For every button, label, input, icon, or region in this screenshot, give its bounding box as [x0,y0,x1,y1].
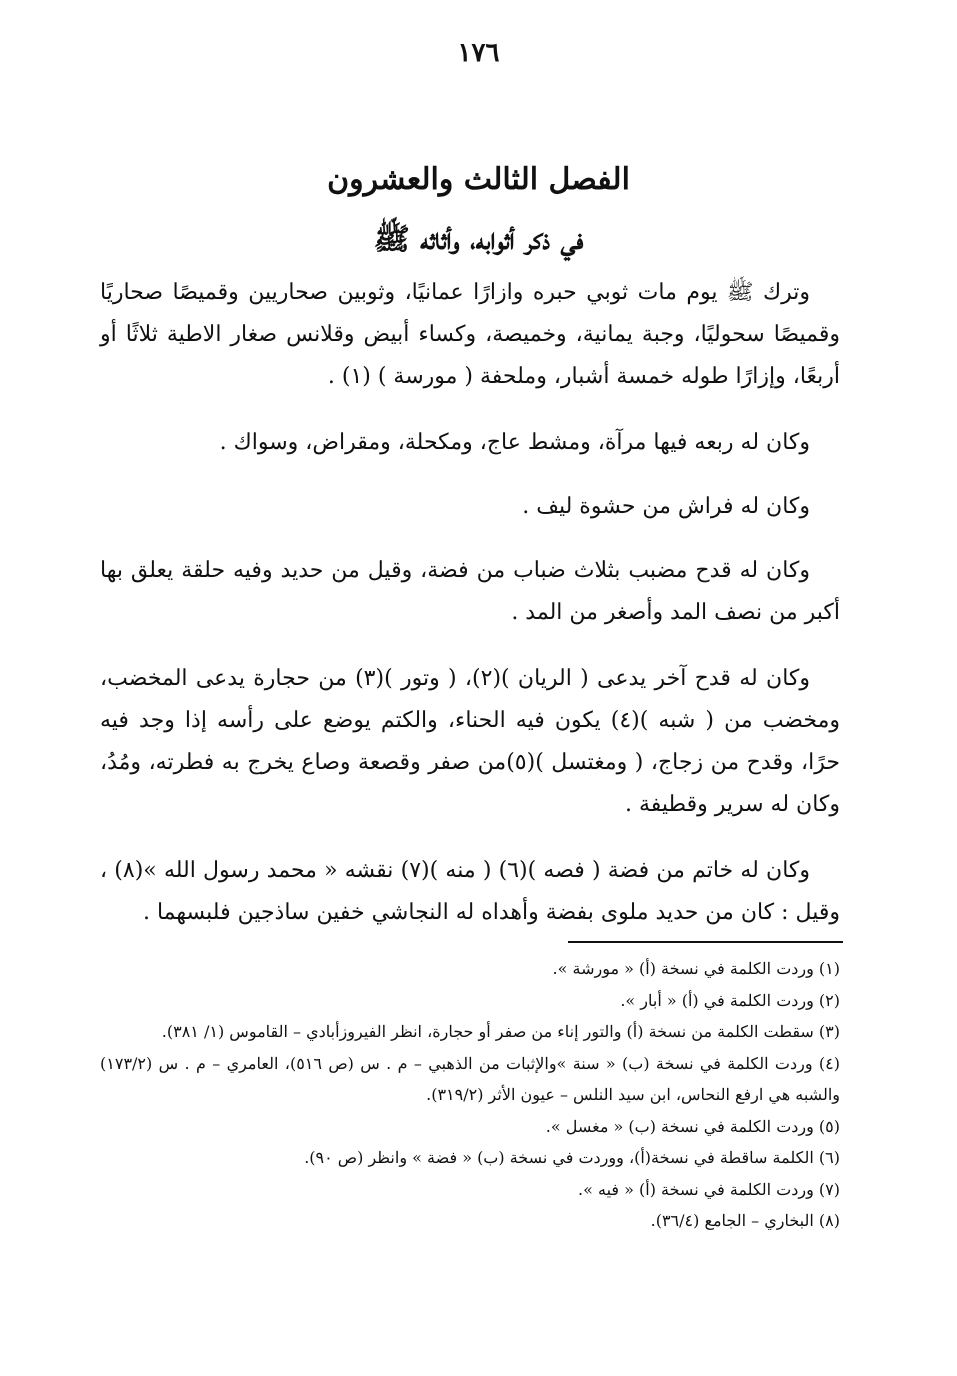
footnote-4: (٤) وردت الكلمة في نسخة (ب) « سنة »والإثبات من الذهبي – م . س (ص ٥١٦)، العامري – م . س (١٧٣/٢) والشبه هي ارفع النحاس، ابن سيد النلس – عيون الأثر (٣١٩/٢). [100,1053,840,1104]
paragraph-bed: وكان له فراش من حشوة ليف . [522,494,810,519]
paragraph-ring: وكان له خاتم من فضة ( فصه )(٦) ( منه )(٧) نقشه « محمد رسول الله »(٨) ، وقيل : كان من حديد ملوى بفضة وأهداه له النجاشي خفين ساذجين فلبسهما . [100,858,840,925]
footnote-6: (٦) الكلمة ساقطة في نسخة(أ)، ووردت في نسخة (ب) « فضة » وانظر (ص ٩٠). [304,1148,840,1167]
footnotes [100,953,840,1237]
chapter-title-line-2: في ذكر أثوابه، وأثاثه ﷺ [373,222,584,257]
footnote-7: (٧) وردت الكلمة في نسخة (أ) « فيه ». [578,1179,840,1199]
paragraph-cup: وكان له قدح مضبب بثلاث ضباب من فضة، وقيل من حديد وفيه حلقة يعلق بها أكبر من نصف المد وأصغر من المد . [100,558,840,625]
paragraph-garments: وترك ﷺ يوم مات ثوبي حبره وازارًا عمانيًا، وثوبين صحاريين وقميصًا صحاريًا وقميصًا سحوليًا، وجبة يمانية، وخميصة، وكساء أبيض وقلانس صغار الاطية ثلاثًا أو أربعًا، وإزارًا طوله خمسة أشبار، وملحفة ( مورسة ) (١) . [100,280,840,389]
body-text [100,272,840,958]
footnote-8: (٨) البخاري – الجامع (٣٦/٤). [650,1211,840,1230]
footnote-divider [568,941,843,943]
footnote-3: (٣) سقطت الكلمة من نسخة (أ) والتور إناء من صفر أو حجارة، انظر الفيروزأبادي – القاموس (١/ ٣٨١). [161,1022,840,1041]
chapter-title-line-1: الفصل الثالث والعشرون [327,162,630,197]
footnote-2: (٢) وردت الكلمة في (أ) « أبار ». [620,990,840,1010]
footnote-5: (٥) وردت الكلمة في نسخة (ب) « مغسل ». [545,1116,840,1136]
page-number: ١٧٦ [457,38,500,68]
footnote-1: (١) وردت الكلمة في نسخة (أ) « مورشة ». [552,959,840,978]
paragraph-box: وكان له ربعه فيها مرآة، ومشط عاج، ومكحلة، ومقراض، وسواك . [219,430,810,455]
paragraph-vessels: وكان له قدح آخر يدعى ( الريان )(٢)، ( وتور )(٣) من حجارة يدعى المخضب، ومخضب من ( شبه )(٤) يكون فيه الحناء، والكتم يوضع على رأسه إذا وجد فيه حرًا، وقدح من زجاج، ( ومغتسل )(٥)من صفر وقصعة وصاع يخرج به فطرته، ومُدُ، وكان له سرير وقطيفة . [100,666,840,817]
chapter-title [0,150,957,270]
